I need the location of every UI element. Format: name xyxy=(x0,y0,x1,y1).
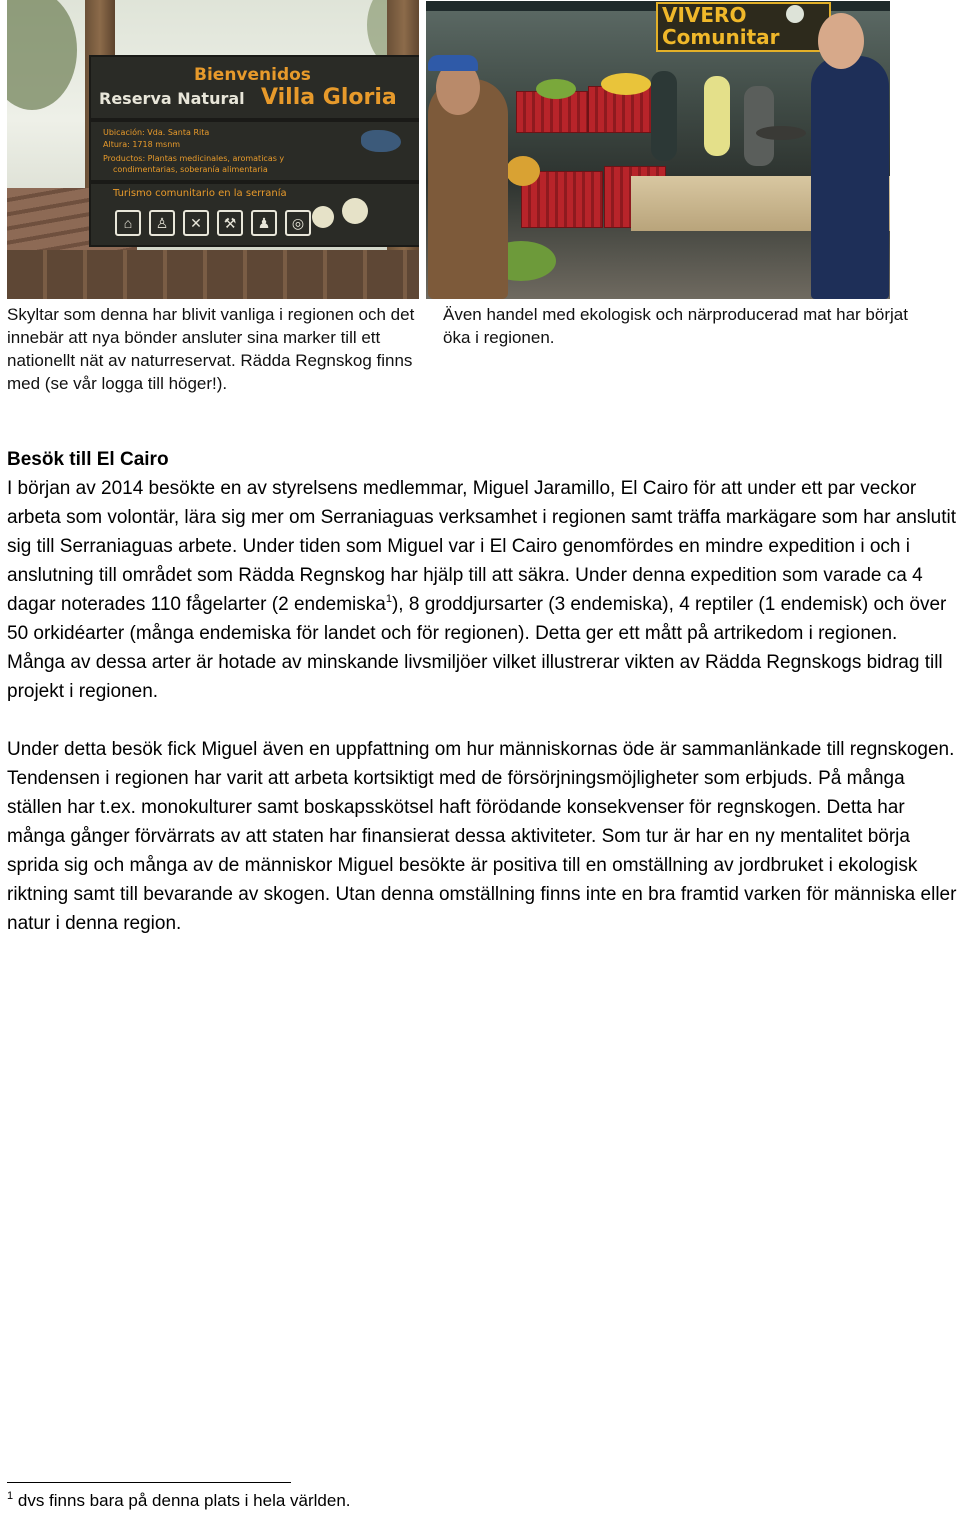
photo-caption-left: Skyltar som denna har blivit vanliga i regionen och det innebär att nya bönder ansluter sina marker till ett nationellt nät av naturreservat. Rädda Regnskog finns med (se vår logga till höger!). xyxy=(7,305,415,393)
sign-tourism-text: Turismo comunitario en la serranía xyxy=(113,188,287,199)
hiking-icon: ♙ xyxy=(149,210,175,236)
background-person xyxy=(704,76,730,156)
banner-line-2: Comunitar xyxy=(662,25,780,49)
sign-villa-gloria-text: Villa Gloria xyxy=(261,85,397,110)
vegetables xyxy=(536,79,576,99)
walking-icon: ♟ xyxy=(251,210,277,236)
map-icon: ◎ xyxy=(285,210,311,236)
fence xyxy=(7,250,419,299)
sign-products-text: Productos: Plantas medicinales, aromaticas y xyxy=(103,154,285,163)
footnote-ref[interactable]: 1 xyxy=(385,593,392,605)
scale xyxy=(756,126,806,140)
cap-icon xyxy=(428,55,478,71)
section-heading: Besök till El Cairo xyxy=(7,449,169,470)
logo-icon xyxy=(786,5,804,23)
paragraph-1-text: I början av 2014 besökte en av styrelsens medlemmar, Miguel Jaramillo, El Cairo för att under ett par veckor arbeta som volontär, lära sig mer om Serraniaguas verksamhet i regionen samt träffa markägare som har anslutit sig till Serraniaguas arbete. Under tiden som Miguel var i El Cairo genomfördes en mindre expedition i och i anslutning till området som Rädda Regnskog har hjälp till att säkra. Under denna expedition som varade ca 4 dagar noterades 110 fågelarter (2 endemiska xyxy=(7,478,957,615)
footnote xyxy=(7,1490,351,1512)
sign-location-text: Ubicación: Vda. Santa Rita xyxy=(103,128,210,137)
partner-logo-icon xyxy=(312,206,334,228)
reserve-sign-photo xyxy=(7,0,419,299)
banner-line-1: VIVERO xyxy=(662,3,747,27)
sign-reserve-text: Reserva Natural xyxy=(99,89,245,108)
sign-board-info xyxy=(89,120,419,182)
sign-products-text-2: condimentarias, soberanía alimentaria xyxy=(113,165,268,174)
paragraph-2: Under detta besök fick Miguel även en uppfattning om hur människornas öde är sammanlänkade till regnskogen. Tendensen i regionen har varit att arbeta kortsiktigt med de försörjningsmöjligheter som erbjuds. På många ställen har t.ex. monokulturer samt boskapsskötsel haft förödande konsekvenser för regnskogen. Detta har många gånger förvärrats av att staten har finansierat dessa aktiviteter. Som tur är har en ny mentalitet börja sprida sig och många av de människor Miguel besökte är positiva till en omställning av jordbruket i ekologisk riktning samt till bevarande av skogen. Utan denna omställning finns inte en bra framtid varken för människa eller natur i denna region. xyxy=(7,739,957,934)
sign-board-welcome xyxy=(89,55,419,120)
photo-caption-right: Även handel med ekologisk och närproducerad mat har börjat öka i regionen. xyxy=(443,305,908,347)
fruit xyxy=(601,73,651,95)
footnote-divider xyxy=(7,1482,291,1483)
bird-watching-icon: ✕ xyxy=(183,210,209,236)
paragraph-1-text-cont: ), 8 groddjursarter (3 endemiska), 4 reptiler (1 endemisk) och över 50 orkidéarter (många endemiska för landet och för regionen). Detta ger ett mått på artrikedom i regionen. Många av dessa arter är hotade av minskande livsmiljöer vilket illustrerar vikten av Rädda Regnskogs bidrag till projekt i regionen. xyxy=(7,594,947,702)
paragraph-1 xyxy=(7,474,960,706)
shopper-head xyxy=(818,13,864,69)
shelter-icon: ⌂ xyxy=(115,210,141,236)
shopper-person xyxy=(811,56,889,299)
article-body xyxy=(7,445,960,938)
bird-icon xyxy=(361,130,401,152)
sign-welcome-text: Bienvenidos xyxy=(194,65,311,85)
background-person xyxy=(651,71,677,161)
partner-logo-icon xyxy=(342,198,368,224)
footnote-marker: 1 xyxy=(7,1490,14,1502)
market-stall-photo xyxy=(426,1,890,299)
tree-foliage xyxy=(7,0,77,110)
sign-altitude-text: Altura: 1718 msnm xyxy=(103,140,181,149)
fruit xyxy=(506,156,540,186)
farming-icon: ⚒ xyxy=(217,210,243,236)
vivero-banner xyxy=(656,2,831,52)
footnote-text: dvs finns bara på denna plats i hela världen. xyxy=(17,1491,351,1510)
sign-activity-icons xyxy=(115,210,311,236)
